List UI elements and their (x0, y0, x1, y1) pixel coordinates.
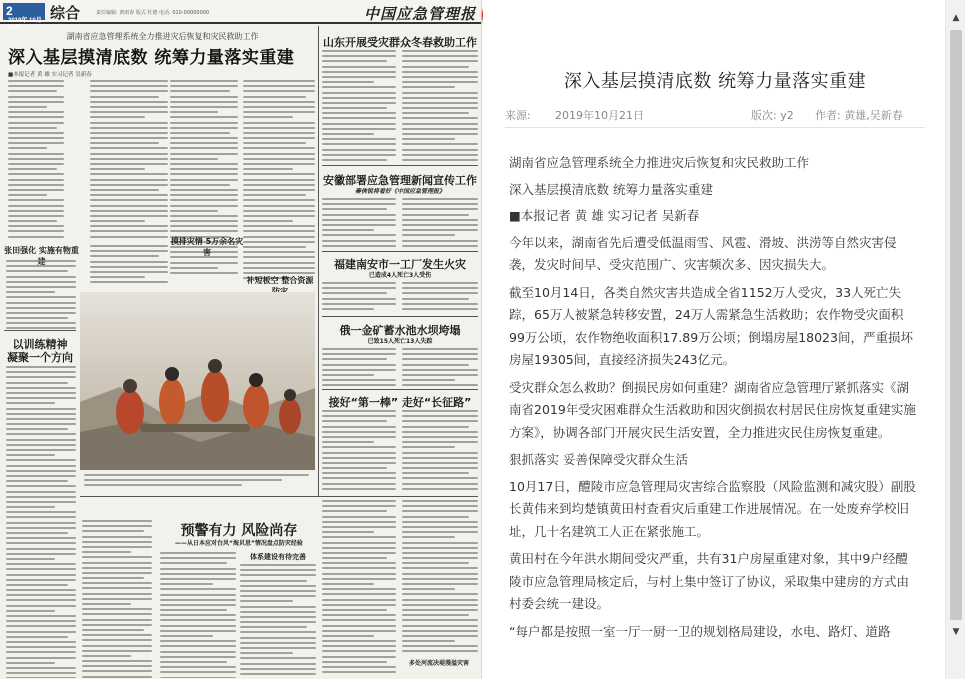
text-column (6, 260, 76, 330)
text-column (322, 500, 396, 678)
article-paragraph: 深入基层摸清底数 统筹力量落实重建 (509, 181, 713, 197)
meta-divider (505, 127, 925, 128)
subhead-longrun[interactable]: 接好“第一棒” 走好“长征路” (328, 396, 472, 409)
text-column (322, 410, 396, 494)
text-column (322, 198, 396, 250)
subhead-fujian[interactable]: 福建南安市一工厂发生火灾 (334, 258, 466, 271)
article-paragraph: 截至10月14日，各类自然灾害共造成全省1152万人受灾，33人死亡失踪，65万人被紧急转移安置，24万人需紧急生活救助；农作物受灾面积99万公顷，农作物绝收面积17.89万公顷；倒塌房屋18023间，严重损坏房屋19305间，直接经济损失243亿元。 (509, 284, 913, 367)
newspaper-masthead (0, 0, 482, 31)
subhead-anhui[interactable]: 安徽部署应急管理新闻宣传工作 (323, 174, 477, 187)
subhead-spirit: 以训练精神 (12, 338, 68, 351)
divider (322, 165, 478, 166)
divider (322, 316, 478, 317)
subhead-reservoir[interactable]: 俄一金矿蓄水池水坝垮塌 (339, 324, 461, 337)
subhead-anhui-sub: 秦侠锐将看好《中国应急管理报》 (354, 188, 445, 195)
text-column (90, 245, 168, 285)
subhead-spirit-2: 凝聚一个方向 (7, 351, 73, 364)
article-paragraph: 10月17日，醴陵市应急管理局灾害综合监察股（风险监测和减灾股）副股长黄伟来到均楚镇黄田村查看灾后重建工作进展情况。在一处废弃学校旧址，几十名建筑工人正在紧张施工。 (509, 478, 916, 539)
masthead-meta: 责任编辑: 黄雨春 版式 杜德 电话: 010-00000000 (96, 10, 210, 16)
text-column (402, 348, 478, 388)
subhead-shandong[interactable]: 山东开展受灾群众冬春救助工作 (323, 36, 477, 49)
section-name: 综合 (50, 4, 81, 22)
text-column (160, 552, 236, 678)
subhead-rebuild: 摸排灾情 5万余名灾害 (170, 237, 244, 257)
subhead-reservoir-sub: 已致15人死亡13人失踪 (367, 338, 433, 345)
text-column (402, 410, 478, 494)
text-column (322, 348, 396, 388)
subhead-dual: 补短板空 整合资源 (246, 276, 314, 285)
article-meta (505, 106, 925, 124)
article-body (509, 152, 917, 648)
scroll-thumb[interactable] (950, 30, 962, 620)
article-title: 深入基层摸清底数 统筹力量落实重建 (563, 71, 867, 92)
news-photo-rescue[interactable] (80, 292, 315, 490)
article-paragraph: “每户都是按照一室一厅一厨一卫的规划格局建设，水电、路灯、道路 (509, 623, 891, 639)
divider (4, 330, 76, 331)
text-column (82, 520, 152, 678)
article-paragraph: 今年以来，湖南省先后遭受低温雨雪、风雹、滑坡、洪涝等自然灾害侵袭，发灾时间早、受灾范围广、灾害频次多、因灾损失大。 (509, 234, 897, 272)
lead-kicker: 湖南省应急管理系统全力推进灾后恢复和灾民救助工作 (66, 32, 259, 41)
subhead-warn[interactable]: 预警有力 风险尚存 (180, 523, 298, 539)
text-column (240, 564, 316, 678)
text-column (322, 282, 396, 314)
divider (322, 389, 478, 390)
text-column (90, 80, 168, 242)
text-column (402, 282, 478, 314)
subhead-system: 体系建设有待完善 (250, 553, 306, 561)
text-column (322, 50, 396, 162)
lead-headline[interactable]: 深入基层摸清底数 统筹力量落实重建 (8, 48, 295, 68)
article-paragraph: 黄田村在今年洪水期间受灾严重，共有31户房屋重建对象，其中9户经醴陵市应急管理局核定后，与村上集中签订了协议，采取集中建房的方式由村委会统一建设。 (509, 551, 910, 611)
text-column (402, 50, 478, 162)
publish-date: 2019年10月21日 (555, 109, 644, 122)
vertical-scrollbar[interactable] (945, 0, 965, 679)
article-subheading: 狠抓落实 妥善保障受灾群众生活 (509, 452, 688, 467)
scroll-down-arrow-icon[interactable]: ▼ (952, 627, 960, 637)
lead-byline: ■本报记者 黄 雄 实习记者 吴新春 (8, 72, 92, 78)
article-pane[interactable] (483, 0, 945, 679)
newspaper-page-image[interactable] (0, 0, 482, 679)
subhead-warn-sub: ——从日本应对台风“海贝思”情况盘点防灾经验 (175, 540, 303, 547)
text-column (402, 198, 478, 250)
text-column (402, 500, 478, 654)
newspaper-logo: 中国应急管理报 (363, 5, 476, 23)
article-byline: ■本报记者 黄 雄 实习记者 吴新春 (509, 208, 700, 223)
rescue-workers-image (80, 292, 315, 490)
subhead-fujian-sub: 已造成4人死亡3人受伤 (368, 272, 432, 279)
divider (322, 251, 478, 252)
column-divider (318, 26, 319, 496)
photo-caption (80, 470, 315, 490)
source-label: 来源: (505, 109, 531, 122)
page-number-badge: 22019年 10月21日 (3, 3, 45, 20)
article-paragraph: 受灾群众怎么救助？倒损民房如何重建？湖南省应急管理厅紧抓落实《湖南省2019年受灾困难群众生活救助和因灾倒损农村居民住房恢复重建实施方案》，协调各部门开展灾民生活安置，全力推进灾民住房恢复重建。 (509, 379, 916, 440)
edition-label: 版次: y2 (751, 109, 794, 122)
text-column (8, 80, 64, 242)
divider (80, 496, 478, 497)
article-paragraph: 湖南省应急管理系统全力推进灾后恢复和灾民救助工作 (509, 155, 810, 170)
scroll-up-arrow-icon[interactable]: ▲ (952, 13, 960, 23)
author-label: 作者: 黄雄,吴新春 (815, 109, 903, 122)
text-column (243, 80, 315, 280)
subhead-rebuild-left: 张田强化 实施有物重 (4, 246, 79, 255)
subhead-multi: 多处河流决堤漫溢灾害 (408, 660, 469, 667)
text-column (6, 366, 76, 678)
